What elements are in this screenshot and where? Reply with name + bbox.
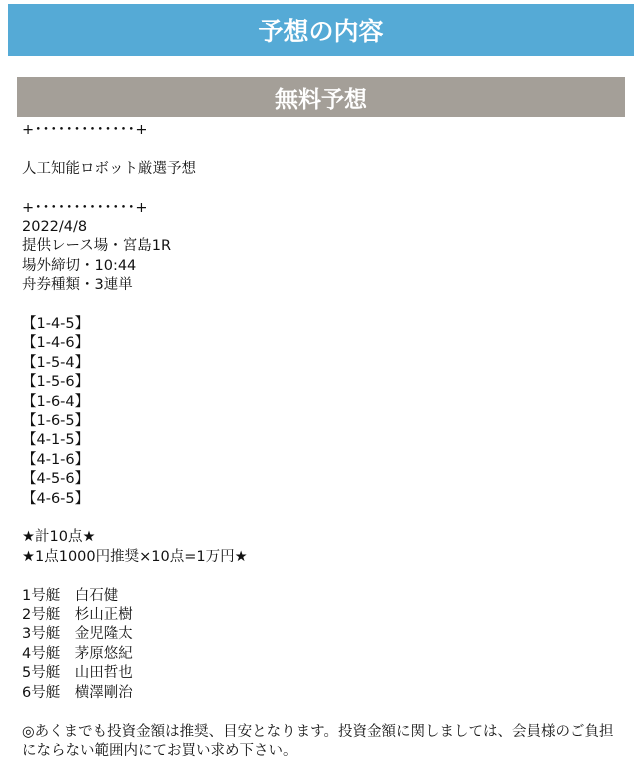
- race-venue: 提供レース場・宮島1R: [22, 238, 172, 255]
- blank-line: [22, 296, 622, 315]
- page-title: 予想の内容: [258, 17, 384, 46]
- combination-item: 【4-1-5】: [22, 432, 90, 449]
- racer-entry: 1号艇 白石健: [22, 587, 119, 604]
- blank-line: [22, 140, 622, 159]
- combination-item: 【4-6-5】: [22, 490, 90, 507]
- stake-recommendation: ★1点1000円推奨×10点=1万円★: [22, 548, 248, 565]
- combination-item: 【1-5-4】: [22, 354, 90, 371]
- section-title: 無料予想: [275, 86, 367, 113]
- disclaimer-note: ◎あくまでも投資金額は推奨、目安となります。投資金額に関しましては、会員様のご負担にならない範囲内にてお買い求め下さい。: [22, 723, 614, 759]
- section-header: [17, 77, 625, 117]
- combination-item: 【4-1-6】: [22, 451, 90, 468]
- blank-line: [22, 567, 622, 586]
- combination-item: 【4-5-6】: [22, 471, 90, 488]
- blank-line: [22, 179, 622, 198]
- combination-item: 【1-6-5】: [22, 413, 90, 430]
- combination-item: 【1-5-6】: [22, 374, 90, 391]
- racer-entry: 5号艇 山田哲也: [22, 665, 133, 682]
- racer-entry: 3号艇 金児隆太: [22, 626, 133, 643]
- prediction-content: [22, 121, 622, 761]
- racer-entry: 6号艇 横澤剛治: [22, 684, 133, 701]
- blank-line: [22, 509, 622, 528]
- combination-item: 【1-4-6】: [22, 335, 90, 352]
- combination-item: 【1-6-4】: [22, 393, 90, 410]
- race-date: 2022/4/8: [22, 219, 88, 235]
- total-points: ★計10点★: [22, 529, 96, 546]
- divider-line: +･････････････+: [22, 199, 149, 216]
- blank-line: [22, 703, 622, 722]
- racer-entry: 4号艇 茅原悠紀: [22, 645, 133, 662]
- ticket-type: 舟券種類・3連単: [22, 277, 133, 294]
- prediction-heading: 人工知能ロボット厳選予想: [22, 160, 196, 177]
- race-deadline: 場外締切・10:44: [22, 257, 137, 274]
- combination-item: 【1-4-5】: [22, 316, 90, 333]
- page-header: [8, 4, 634, 56]
- racer-entry: 2号艇 杉山正樹: [22, 607, 133, 624]
- divider-line: +･････････････+: [22, 122, 149, 138]
